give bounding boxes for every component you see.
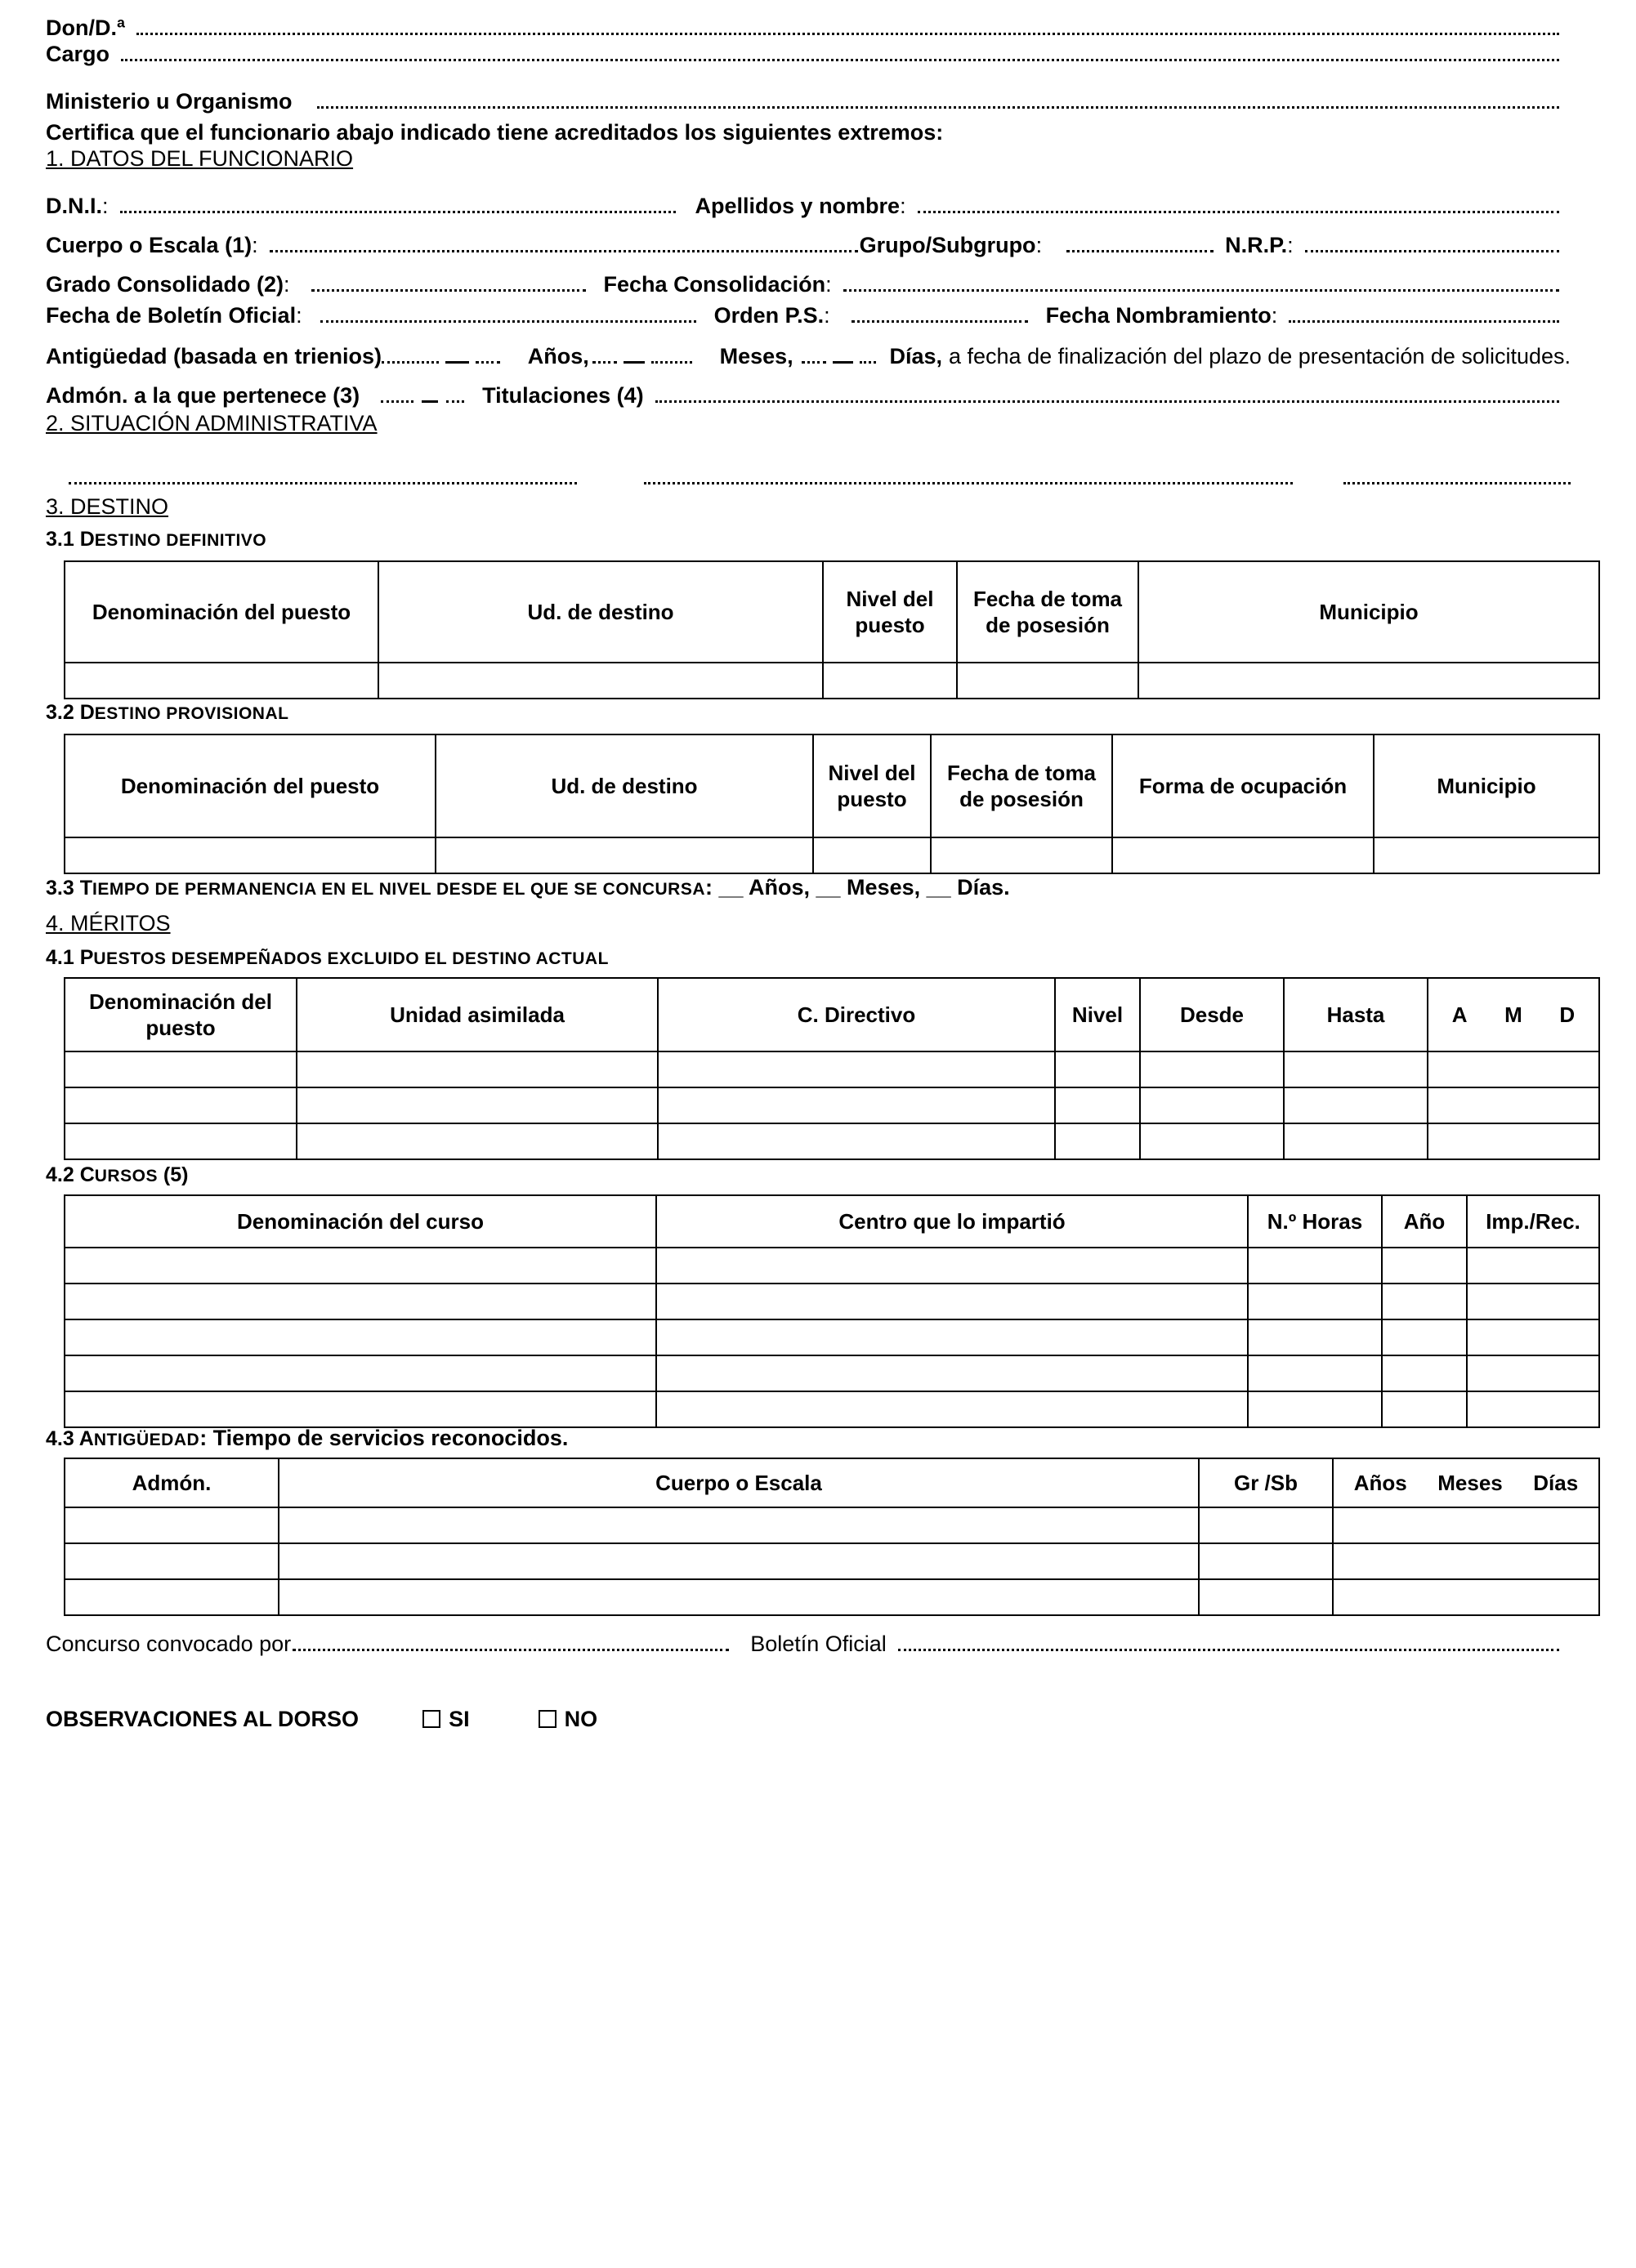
table-cell[interactable] <box>1467 1284 1599 1319</box>
table-cell[interactable] <box>823 663 957 699</box>
table-cell[interactable] <box>1199 1579 1333 1615</box>
column-header: Unidad asimilada <box>297 978 658 1051</box>
no-label: NO <box>564 1707 598 1731</box>
fecha-consolidacion-field[interactable] <box>843 273 1559 292</box>
table-cell[interactable] <box>65 1355 656 1391</box>
column-header: Imp./Rec. <box>1467 1195 1599 1248</box>
si-label: SI <box>449 1707 470 1731</box>
puestos-table <box>64 977 1600 1160</box>
column-header-amd <box>1333 1458 1599 1507</box>
s42-rest: URSOS <box>94 1167 158 1185</box>
s33-num: 3.3 <box>46 877 80 900</box>
table-cell[interactable] <box>1248 1391 1382 1427</box>
table-cell[interactable] <box>656 1391 1248 1427</box>
s43-cap: A <box>78 1427 94 1450</box>
table-cell[interactable] <box>1140 1087 1284 1123</box>
antiguedad-tail: a fecha de finalización del plazo de presentación de solicitudes. <box>949 344 1571 368</box>
convocado-line <box>46 1631 1571 1657</box>
table-cell[interactable] <box>279 1507 1199 1543</box>
anos-label: Años, <box>527 344 589 368</box>
situacion-field-3[interactable] <box>1343 466 1571 484</box>
column-header: Hasta <box>1284 978 1428 1051</box>
table-cell[interactable] <box>1374 837 1599 873</box>
table-row <box>65 1507 1599 1543</box>
section1-title: 1. DATOS DEL FUNCIONARIO <box>46 146 354 171</box>
s31-num: 3.1 <box>46 528 80 551</box>
table-cell[interactable] <box>378 663 823 699</box>
cargo-field[interactable] <box>121 42 1559 61</box>
dni-line: D.N.I. : Apellidos y nombre : <box>46 193 1571 219</box>
table-cell[interactable] <box>1138 663 1599 699</box>
fecha-boletin-label: Fecha de Boletín Oficial <box>46 303 297 328</box>
table-cell[interactable] <box>65 1087 297 1123</box>
grado-field[interactable] <box>311 273 586 292</box>
column-header: D <box>1559 1002 1576 1027</box>
table-cell[interactable] <box>1382 1355 1467 1391</box>
antiguedad-trienios-field[interactable] <box>445 343 469 364</box>
table-cell[interactable] <box>1333 1543 1599 1579</box>
table-cell[interactable] <box>656 1319 1248 1355</box>
cuerpo-field[interactable] <box>270 234 858 252</box>
column-header: Ud. de destino <box>436 734 813 837</box>
column-header: Denominación del puesto <box>65 561 378 663</box>
column-header: Meses <box>1437 1471 1503 1495</box>
table-cell[interactable] <box>65 1391 656 1427</box>
table-cell[interactable] <box>1333 1507 1599 1543</box>
table-cell[interactable] <box>65 1579 279 1615</box>
orden-label: Orden P.S. <box>713 303 825 328</box>
don-line <box>46 15 1571 41</box>
table-cell[interactable] <box>297 1051 658 1087</box>
table-cell[interactable] <box>813 837 931 873</box>
admon-dots <box>381 384 413 403</box>
grado-label: Grado Consolidado (2) <box>46 272 284 297</box>
column-header: Forma de ocupación <box>1112 734 1374 837</box>
table-cell[interactable] <box>931 837 1112 873</box>
cuerpo-label: Cuerpo o Escala (1) <box>46 233 253 257</box>
no-option[interactable] <box>539 1706 598 1732</box>
subsection-4-3 <box>46 1425 568 1453</box>
destino-definitivo-table <box>64 560 1600 699</box>
table-cell[interactable] <box>1382 1248 1467 1284</box>
s33-tail: : __ Años, __ Meses, __ Días. <box>705 875 1010 900</box>
table-cell[interactable] <box>658 1123 1055 1159</box>
situacion-field-1[interactable] <box>69 466 577 484</box>
cargo-line <box>46 41 1571 67</box>
s33-cap: T <box>79 877 92 900</box>
table-cell[interactable] <box>65 1507 279 1543</box>
table-row <box>65 1248 1599 1284</box>
apellidos-field[interactable] <box>918 194 1559 213</box>
column-header: Denominación del curso <box>65 1195 656 1248</box>
table-cell[interactable] <box>279 1543 1199 1579</box>
table-cell[interactable] <box>65 1248 656 1284</box>
anos-dots-2 <box>651 345 692 364</box>
table-row <box>65 1543 1599 1579</box>
table-cell[interactable] <box>656 1248 1248 1284</box>
column-header: Denominación del puesto <box>65 978 297 1051</box>
table-row <box>65 1123 1599 1159</box>
table-cell[interactable] <box>1248 1355 1382 1391</box>
observaciones-line <box>46 1706 1571 1732</box>
s42-cap: C <box>79 1163 95 1186</box>
certifica-text: Certifica que el funcionario abajo indicado tiene acreditados los siguientes extremos: <box>46 120 944 145</box>
apellidos-label: Apellidos y nombre <box>695 194 901 218</box>
dni-field[interactable] <box>120 194 676 213</box>
table-cell[interactable] <box>656 1284 1248 1319</box>
table-row <box>65 1319 1599 1355</box>
table-cell[interactable] <box>1428 1087 1599 1123</box>
observaciones-label: OBSERVACIONES AL DORSO <box>46 1707 360 1731</box>
s42-tail: (5) <box>157 1163 189 1186</box>
subsection-3-3 <box>46 874 1010 903</box>
table-cell[interactable] <box>1140 1051 1284 1087</box>
s32-num: 3.2 <box>46 701 80 724</box>
admon-label: Admón. a la que pertenece (3) <box>46 383 360 408</box>
s32-rest: ESTINO PROVISIONAL <box>94 704 289 723</box>
column-header: Ud. de destino <box>378 561 823 663</box>
table-cell[interactable] <box>1333 1579 1599 1615</box>
subsection-3-2 <box>46 699 288 727</box>
column-header: Municipio <box>1374 734 1599 837</box>
situacion-field-2[interactable] <box>644 466 1293 484</box>
column-header: Fecha de toma de posesión <box>931 734 1112 837</box>
meses-dots <box>802 345 826 364</box>
table-row <box>65 1579 1599 1615</box>
table-cell[interactable] <box>1055 1123 1140 1159</box>
column-header: Cuerpo o Escala <box>279 1458 1199 1507</box>
ministerio-field[interactable] <box>317 90 1559 109</box>
table-row <box>65 1051 1599 1087</box>
anos-dots <box>592 345 617 364</box>
table-cell[interactable] <box>65 1123 297 1159</box>
table-cell[interactable] <box>65 1284 656 1319</box>
checkbox-icon <box>539 1710 557 1728</box>
table-header-row <box>65 1195 1599 1248</box>
table-cell[interactable] <box>1199 1507 1333 1543</box>
s42-num: 4.2 <box>46 1163 80 1186</box>
table-cell[interactable] <box>65 663 378 699</box>
nrp-field[interactable] <box>1305 234 1559 252</box>
s31-rest: ESTINO DEFINITIVO <box>94 531 267 550</box>
column-header: Municipio <box>1138 561 1599 663</box>
table-cell[interactable] <box>957 663 1138 699</box>
admon-line <box>46 382 1571 409</box>
column-header: Desde <box>1140 978 1284 1051</box>
antiguedad-label: Antigüedad (basada en trienios) <box>46 344 382 368</box>
antiguedad-line <box>46 343 1571 369</box>
table-cell[interactable] <box>65 1543 279 1579</box>
admon-dots-2 <box>446 384 464 403</box>
table-cell[interactable] <box>65 1319 656 1355</box>
table-cell[interactable] <box>279 1579 1199 1615</box>
convocado-field[interactable] <box>293 1632 729 1651</box>
table-cell[interactable] <box>1428 1051 1599 1087</box>
meses-field[interactable] <box>833 343 854 364</box>
table-header-row <box>65 561 1599 663</box>
meses-dots-2 <box>860 345 876 364</box>
section3-title: 3. DESTINO <box>46 494 169 519</box>
table-cell[interactable] <box>65 1051 297 1087</box>
column-header: Fecha de toma de posesión <box>957 561 1138 663</box>
table-cell[interactable] <box>1467 1319 1599 1355</box>
ministerio-label: Ministerio u Organismo <box>46 89 293 114</box>
column-header: Días <box>1533 1471 1579 1495</box>
subsection-3-1 <box>46 526 266 554</box>
table-cell[interactable] <box>1248 1284 1382 1319</box>
grado-line: Grado Consolidado (2) : Fecha Consolidación : <box>46 271 1571 297</box>
si-option[interactable] <box>422 1706 470 1732</box>
don-field[interactable] <box>136 16 1559 35</box>
destino-provisional-table <box>64 734 1600 874</box>
table-cell[interactable] <box>65 837 436 873</box>
orden-field[interactable] <box>852 304 1028 323</box>
section2-title: 2. SITUACIÓN ADMINISTRATIVA <box>46 411 378 435</box>
column-header: Centro que lo impartió <box>656 1195 1248 1248</box>
table-row <box>65 1284 1599 1319</box>
s31-cap: D <box>79 528 95 551</box>
table-cell[interactable] <box>1382 1319 1467 1355</box>
table-cell[interactable] <box>658 1087 1055 1123</box>
s33-rest: IEMPO DE PERMANENCIA EN EL NIVEL DESDE EL QUE SE CONCURSA <box>92 880 705 899</box>
table-header-row <box>65 978 1599 1051</box>
s32-cap: D <box>79 701 95 724</box>
table-cell[interactable] <box>1248 1319 1382 1355</box>
column-header: Gr /Sb <box>1199 1458 1333 1507</box>
subsection-4-2 <box>46 1162 188 1190</box>
table-cell[interactable] <box>1467 1355 1599 1391</box>
boletin-label: Boletín Oficial <box>750 1632 887 1656</box>
s43-num: 4.3 <box>46 1427 79 1450</box>
table-cell[interactable] <box>1112 837 1374 873</box>
column-header: Años <box>1353 1471 1407 1495</box>
fecha-boletin-field[interactable] <box>320 304 696 323</box>
cargo-label: Cargo <box>46 42 110 66</box>
titulaciones-field[interactable] <box>655 384 1559 403</box>
column-header: Denominación del puesto <box>65 734 436 837</box>
boletin-field[interactable] <box>898 1632 1559 1651</box>
don-label: Don/D.ª <box>46 16 125 40</box>
cursos-table <box>64 1194 1600 1428</box>
dias-label: Días, <box>889 344 942 368</box>
table-cell[interactable] <box>1467 1391 1599 1427</box>
table-cell[interactable] <box>297 1123 658 1159</box>
table-cell[interactable] <box>1382 1284 1467 1319</box>
table-row <box>65 837 1599 873</box>
fecha-nombramiento-field[interactable] <box>1289 304 1559 323</box>
nrp-label: N.R.P. <box>1225 233 1288 257</box>
grupo-label: Grupo/Subgrupo <box>859 233 1036 257</box>
column-header: Admón. <box>65 1458 279 1507</box>
column-header: N.º Horas <box>1248 1195 1382 1248</box>
fecha-nombramiento-label: Fecha Nombramiento <box>1045 303 1272 328</box>
grupo-field[interactable] <box>1066 234 1214 252</box>
table-cell[interactable] <box>1140 1123 1284 1159</box>
table-cell[interactable] <box>1055 1051 1140 1087</box>
column-header: Nivel <box>1055 978 1140 1051</box>
table-cell[interactable] <box>1284 1123 1428 1159</box>
situacion-line <box>69 466 1571 484</box>
admon-field[interactable] <box>422 382 438 403</box>
table-cell[interactable] <box>1382 1391 1467 1427</box>
table-cell[interactable] <box>1284 1051 1428 1087</box>
column-header: C. Directivo <box>658 978 1055 1051</box>
antiguedad-table <box>64 1458 1600 1616</box>
table-cell[interactable] <box>658 1051 1055 1087</box>
s41-cap: P <box>79 946 94 969</box>
cuerpo-line: Cuerpo o Escala (1) : Grupo/Subgrupo : N.R.P. : <box>46 232 1571 258</box>
table-header-row <box>65 734 1599 837</box>
fecha-consolidacion-label: Fecha Consolidación <box>603 272 826 297</box>
anos-field[interactable] <box>624 343 645 364</box>
s41-rest: UESTOS DESEMPEÑADOS EXCLUIDO EL DESTINO ACTUAL <box>93 949 609 968</box>
table-cell[interactable] <box>656 1355 1248 1391</box>
table-cell[interactable] <box>1055 1087 1140 1123</box>
ministerio-line <box>46 88 1571 114</box>
table-cell[interactable] <box>436 837 813 873</box>
dni-label: D.N.I. <box>46 194 103 218</box>
column-header: Nivel del puesto <box>813 734 931 837</box>
table-row <box>65 1087 1599 1123</box>
antiguedad-dots-2 <box>476 345 500 364</box>
s43-rest: NTIGÜEDAD <box>93 1431 200 1449</box>
table-cell[interactable] <box>1428 1123 1599 1159</box>
table-row <box>65 1391 1599 1427</box>
s41-num: 4.1 <box>46 946 80 969</box>
checkbox-icon <box>422 1710 440 1728</box>
table-cell[interactable] <box>1284 1087 1428 1123</box>
s43-tail: : Tiempo de servicios reconocidos. <box>199 1426 569 1450</box>
column-header-amd <box>1428 978 1599 1051</box>
table-cell[interactable] <box>297 1087 658 1123</box>
table-cell[interactable] <box>1467 1248 1599 1284</box>
convocado-label: Concurso convocado por <box>46 1632 292 1656</box>
titulaciones-label: Titulaciones (4) <box>482 383 644 408</box>
column-header: M <box>1504 1002 1522 1027</box>
subsection-4-1 <box>46 944 609 972</box>
meses-label: Meses, <box>719 344 793 368</box>
table-cell[interactable] <box>1248 1248 1382 1284</box>
column-header: Nivel del puesto <box>823 561 957 663</box>
boletin-line: Fecha de Boletín Oficial : Orden P.S. : Fecha Nombramiento : <box>46 302 1571 328</box>
table-header-row <box>65 1458 1599 1507</box>
column-header: Año <box>1382 1195 1467 1248</box>
table-row <box>65 663 1599 699</box>
antiguedad-dots <box>382 345 439 364</box>
table-row <box>65 1355 1599 1391</box>
table-cell[interactable] <box>1199 1543 1333 1579</box>
column-header: A <box>1451 1002 1468 1027</box>
section4-title: 4. MÉRITOS <box>46 911 171 935</box>
